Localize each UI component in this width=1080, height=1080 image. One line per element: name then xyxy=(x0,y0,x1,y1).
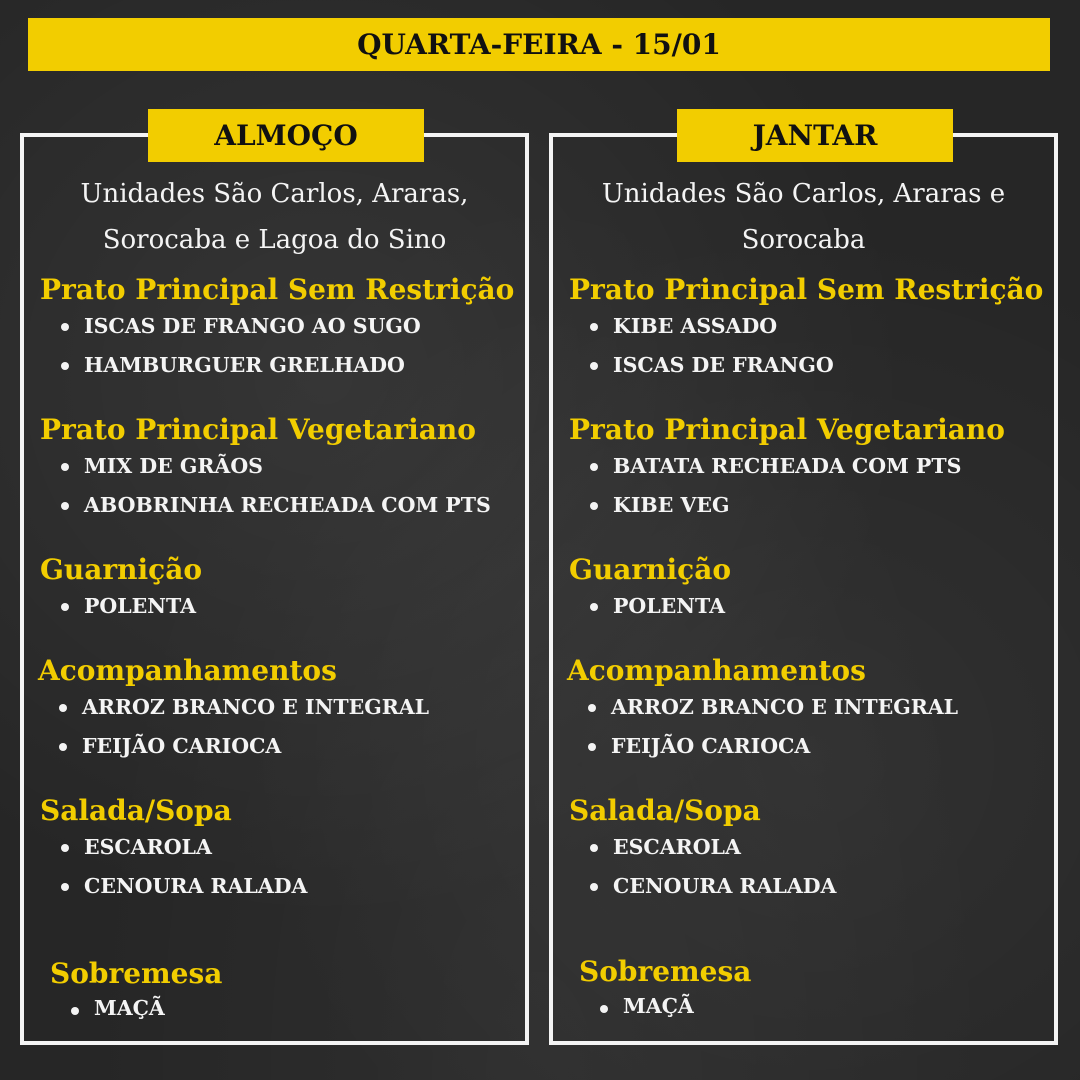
lunch-section-salad xyxy=(40,794,515,906)
list-item: ESCAROLA xyxy=(40,828,515,867)
list-item: BATATA RECHEADA COM PTS xyxy=(569,447,1044,486)
dinner-section-main xyxy=(569,273,1044,385)
section-title: Guarnição xyxy=(569,553,732,586)
section-title: Sobremesa xyxy=(579,955,752,988)
lunch-units-line2: Sorocaba e Lagoa do Sino xyxy=(102,225,447,255)
list-item: POLENTA xyxy=(569,587,1044,626)
list-item: CENOURA RALADA xyxy=(40,867,515,906)
section-title: Sobremesa xyxy=(50,957,223,990)
lunch-units-line1: Unidades São Carlos, Araras, xyxy=(80,179,469,209)
lunch-section-accomp xyxy=(38,654,515,766)
lunch-label: ALMOÇO xyxy=(148,109,424,162)
list-item: ESCAROLA xyxy=(569,828,1044,867)
lunch-units xyxy=(24,171,525,263)
list-item: FEIJÃO CARIOCA xyxy=(567,727,1044,766)
list-item: MAÇÃ xyxy=(579,989,1044,1023)
section-title: Prato Principal Sem Restrição xyxy=(569,273,1044,306)
list-item: MAÇÃ xyxy=(50,991,515,1025)
dinner-panel xyxy=(549,119,1058,1045)
section-title: Acompanhamentos xyxy=(567,654,866,687)
list-item: POLENTA xyxy=(40,587,515,626)
list-item: ABOBRINHA RECHEADA COM PTS xyxy=(40,486,515,525)
list-item: ARROZ BRANCO E INTEGRAL xyxy=(38,688,515,727)
list-item: CENOURA RALADA xyxy=(569,867,1044,906)
lunch-section-veg xyxy=(40,413,515,525)
section-title: Acompanhamentos xyxy=(38,654,337,687)
list-item: KIBE VEG xyxy=(569,486,1044,525)
list-item: HAMBURGUER GRELHADO xyxy=(40,346,515,385)
list-item: KIBE ASSADO xyxy=(569,307,1044,346)
section-title: Prato Principal Vegetariano xyxy=(40,413,476,446)
dinner-label: JANTAR xyxy=(677,109,953,162)
list-item: ISCAS DE FRANGO AO SUGO xyxy=(40,307,515,346)
list-item: FEIJÃO CARIOCA xyxy=(38,727,515,766)
dinner-section-dessert xyxy=(579,955,1044,1023)
dinner-section-veg xyxy=(569,413,1044,525)
section-title: Guarnição xyxy=(40,553,203,586)
lunch-section-side xyxy=(40,553,515,626)
dinner-section-accomp xyxy=(567,654,1044,766)
dinner-section-salad xyxy=(569,794,1044,906)
dinner-units-line2: Sorocaba xyxy=(741,225,866,255)
list-item: ISCAS DE FRANGO xyxy=(569,346,1044,385)
dinner-units xyxy=(553,171,1054,263)
dinner-section-side xyxy=(569,553,1044,626)
lunch-section-dessert xyxy=(50,957,515,1025)
section-title: Salada/Sopa xyxy=(569,794,761,827)
list-item: MIX DE GRÃOS xyxy=(40,447,515,486)
section-title: Prato Principal Vegetariano xyxy=(569,413,1005,446)
list-item: ARROZ BRANCO E INTEGRAL xyxy=(567,688,1044,727)
day-title: QUARTA-FEIRA - 15/01 xyxy=(28,18,1050,71)
section-title: Prato Principal Sem Restrição xyxy=(40,273,515,306)
dinner-units-line1: Unidades São Carlos, Araras e xyxy=(601,179,1006,209)
lunch-section-main xyxy=(40,273,515,385)
lunch-panel xyxy=(20,119,529,1045)
section-title: Salada/Sopa xyxy=(40,794,232,827)
